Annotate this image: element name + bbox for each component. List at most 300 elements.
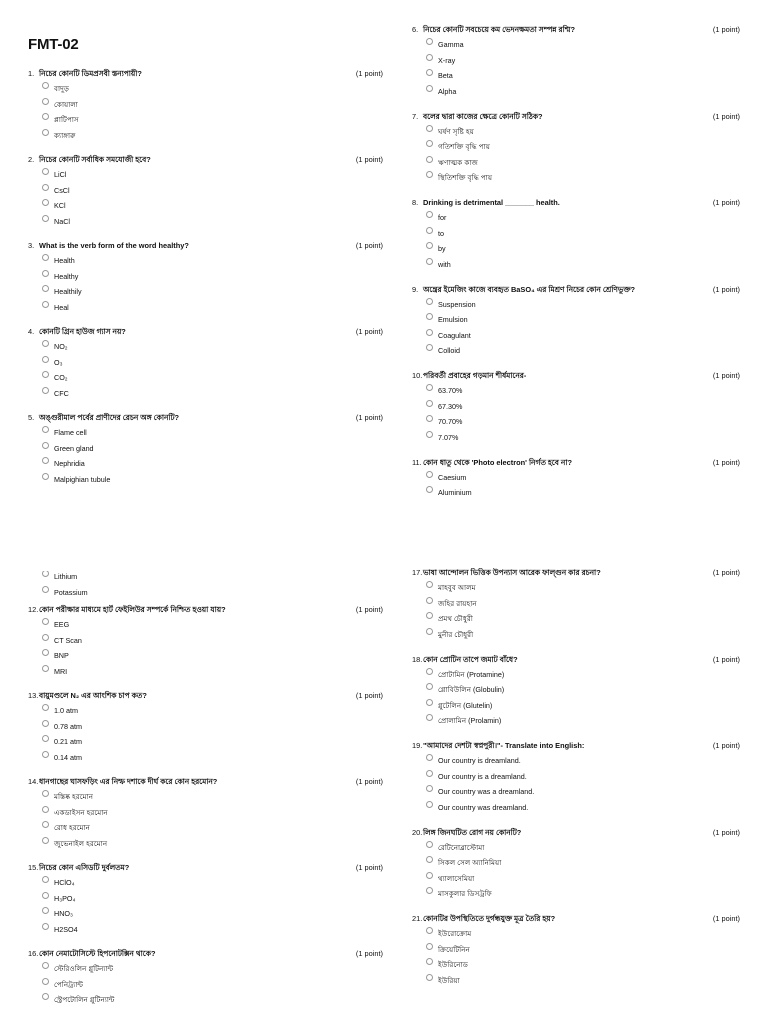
options-list	[412, 669, 740, 731]
answer-option[interactable]	[42, 908, 383, 924]
points-label: (1 point)	[355, 69, 383, 78]
radio-button[interactable]	[426, 38, 433, 45]
option-label: CO₂	[54, 373, 68, 382]
radio-button[interactable]	[42, 215, 49, 222]
answer-option[interactable]	[426, 55, 740, 71]
answer-option[interactable]	[42, 169, 383, 185]
option-label: 0.78 atm	[54, 721, 82, 731]
option-label: গ্লোবিউলিন (Globulin)	[438, 685, 505, 694]
answer-option[interactable]	[426, 873, 740, 889]
question-number: 17.	[412, 568, 423, 577]
option-label: থ্যালাসেমিয়া	[438, 873, 475, 883]
radio-button[interactable]	[42, 168, 49, 175]
radio-button[interactable]	[42, 876, 49, 883]
question	[412, 458, 740, 503]
options-list	[28, 705, 383, 767]
points-label: (1 point)	[712, 568, 740, 577]
options-list	[28, 341, 383, 403]
option-label: মাহবুব আলম	[438, 583, 476, 592]
question-number: 6.	[412, 25, 419, 34]
option-label: 70.70%	[438, 417, 463, 426]
option-label: 63.70%	[438, 386, 463, 395]
answer-option[interactable]	[426, 141, 740, 157]
radio-button[interactable]	[426, 227, 433, 234]
radio-button[interactable]	[42, 993, 49, 1000]
continued-options	[28, 571, 383, 602]
radio-button[interactable]	[42, 634, 49, 641]
radio-button[interactable]	[426, 612, 433, 619]
radio-button[interactable]	[426, 242, 433, 249]
answer-option[interactable]	[42, 994, 383, 1010]
answer-option[interactable]	[426, 259, 740, 275]
radio-button[interactable]	[426, 841, 433, 848]
radio-button[interactable]	[426, 581, 433, 588]
question	[28, 413, 383, 489]
radio-button[interactable]	[426, 313, 433, 320]
radio-button[interactable]	[426, 54, 433, 61]
option-label: H2SO4	[54, 924, 78, 934]
answer-option[interactable]	[426, 582, 740, 598]
question-text: কোন ধাতু থেকে 'Photo electron' নির্গত হবে না?	[423, 457, 573, 467]
answer-option[interactable]	[426, 771, 740, 787]
answer-option[interactable]	[426, 613, 740, 629]
radio-button[interactable]	[42, 735, 49, 742]
radio-button[interactable]	[426, 668, 433, 675]
option-label: প্রোটামিন (Protamine)	[438, 669, 505, 679]
radio-button[interactable]	[426, 770, 433, 777]
answer-option[interactable]	[426, 472, 740, 488]
question	[28, 605, 383, 681]
answer-option[interactable]	[42, 200, 383, 216]
radio-button[interactable]	[42, 356, 49, 363]
radio-button[interactable]	[426, 974, 433, 981]
option-label: for	[438, 213, 447, 222]
answer-option[interactable]	[42, 791, 383, 807]
answer-option[interactable]	[42, 458, 383, 474]
question-text: কোন নেমাটোসিস্টে হিপনোটক্সিন থাকে?	[39, 949, 156, 958]
page2-left-column	[28, 571, 383, 1024]
answer-option[interactable]	[426, 172, 740, 188]
option-label: KCl	[54, 201, 66, 210]
option-label: গতিশক্তি বৃদ্ধি পায়	[438, 142, 490, 151]
answer-option[interactable]	[426, 401, 740, 417]
answer-option[interactable]	[426, 715, 740, 731]
option-label: 1.0 atm	[54, 706, 78, 715]
question	[28, 691, 383, 767]
answer-option[interactable]	[42, 650, 383, 666]
answer-option[interactable]	[426, 959, 740, 975]
question	[412, 25, 740, 101]
question-number: 10.	[412, 371, 423, 380]
points-label: (1 point)	[712, 741, 740, 750]
points-label: (1 point)	[355, 605, 383, 614]
question-text: অঙ্গুরীমাল পর্বের প্রাণীদের রেচন অঙ্গ কোনটি?	[39, 413, 180, 422]
answer-option[interactable]	[426, 39, 740, 55]
radio-button[interactable]	[426, 754, 433, 761]
option-label: Our country is dreamland.	[438, 756, 521, 765]
question-number: 14.	[28, 777, 39, 786]
answer-option[interactable]	[42, 474, 383, 490]
points-label: (1 point)	[712, 284, 740, 294]
option-label: স্থিতিশক্তি বৃদ্ধি পায়	[438, 173, 493, 182]
answer-option[interactable]	[42, 807, 383, 823]
answer-option[interactable]	[426, 228, 740, 244]
answer-option[interactable]	[42, 130, 383, 146]
radio-button[interactable]	[426, 958, 433, 965]
radio-button[interactable]	[426, 85, 433, 92]
radio-button[interactable]	[42, 199, 49, 206]
options-list	[412, 299, 740, 361]
answer-option[interactable]	[42, 185, 383, 201]
radio-button[interactable]	[426, 69, 433, 76]
option-label: প্রোলামিন (Prolamin)	[438, 716, 502, 725]
option-label: মস্তিষ্ক হরমোন	[54, 792, 93, 801]
question-text: কোন পরীক্ষার মাধ্যমে হার্ট ফেইলিউর সম্পর্কে নিশ্চিত হওয়া যায়?	[39, 605, 226, 614]
radio-button[interactable]	[426, 872, 433, 879]
answer-option[interactable]	[426, 684, 740, 700]
question-text: Drinking is detrimental _______ health.	[423, 198, 560, 207]
answer-option[interactable]	[426, 598, 740, 614]
radio-button[interactable]	[426, 329, 433, 336]
answer-option[interactable]	[426, 314, 740, 330]
answer-option[interactable]	[42, 388, 383, 404]
question-header	[28, 241, 383, 251]
option-label: রোধ হরমোন	[54, 823, 90, 832]
answer-option[interactable]	[426, 126, 740, 142]
points-label: (1 point)	[355, 863, 383, 872]
radio-button[interactable]	[42, 98, 49, 105]
answer-option[interactable]	[42, 838, 383, 854]
answer-option[interactable]	[42, 372, 383, 388]
question-header	[28, 413, 383, 423]
radio-button[interactable]	[42, 473, 49, 480]
question-header	[412, 112, 740, 122]
option-label: প্লাটিপাস	[54, 115, 79, 124]
form-title: FMT-02	[28, 36, 79, 53]
radio-button[interactable]	[42, 184, 49, 191]
points-label: (1 point)	[355, 691, 383, 700]
question-number: 19.	[412, 741, 423, 750]
radio-button[interactable]	[42, 649, 49, 656]
option-label: পেনিট্র্যান্ট	[54, 979, 84, 989]
option-label: বাদুড়	[54, 84, 69, 93]
question-header	[412, 371, 740, 381]
radio-button[interactable]	[426, 927, 433, 934]
page1-left-column	[28, 36, 383, 499]
points-label: (1 point)	[712, 111, 740, 121]
answer-option[interactable]	[42, 83, 383, 99]
question-number: 5.	[28, 413, 35, 422]
question-text: বায়ুমণ্ডলে N₂ এর আংশিক চাপ কত?	[39, 691, 147, 700]
radio-button[interactable]	[42, 113, 49, 120]
radio-button[interactable]	[426, 699, 433, 706]
radio-button[interactable]	[42, 426, 49, 433]
answer-option[interactable]	[426, 857, 740, 873]
radio-button[interactable]	[42, 821, 49, 828]
options-list	[28, 877, 383, 939]
question-header	[412, 828, 740, 838]
answer-option[interactable]	[426, 629, 740, 645]
question-number: 9.	[412, 284, 419, 294]
question	[28, 241, 383, 317]
radio-button[interactable]	[426, 856, 433, 863]
radio-button[interactable]	[42, 586, 49, 593]
radio-button[interactable]	[426, 943, 433, 950]
radio-button[interactable]	[426, 415, 433, 422]
radio-button[interactable]	[42, 340, 49, 347]
radio-button[interactable]	[42, 837, 49, 844]
question-text: নিচের কোনটি ডিমপ্রসবী স্তন্যপায়ী?	[39, 69, 142, 78]
page1-right-column	[412, 25, 740, 513]
answer-option[interactable]	[426, 86, 740, 102]
radio-button[interactable]	[426, 628, 433, 635]
option-label: স্টেরিওলিন গ্লুটিন্যান্ট	[54, 964, 114, 973]
option-label: Malpighian tubule	[54, 474, 111, 484]
option-label: ইউরিনোড	[438, 960, 468, 969]
answer-option[interactable]	[426, 345, 740, 361]
radio-button[interactable]	[42, 907, 49, 914]
points-label: (1 point)	[355, 241, 383, 250]
radio-button[interactable]	[426, 801, 433, 808]
option-label: Gamma	[438, 40, 464, 49]
answer-option[interactable]	[42, 286, 383, 302]
radio-button[interactable]	[42, 129, 49, 136]
answer-option[interactable]	[42, 666, 383, 682]
options-list	[28, 791, 383, 853]
question-text: বলের দ্বারা কাজের ক্ষেত্রে কোনটি সঠিক?	[423, 111, 543, 121]
radio-button[interactable]	[426, 258, 433, 265]
question	[412, 568, 740, 644]
answer-option[interactable]	[42, 721, 383, 737]
answer-option[interactable]	[426, 330, 740, 346]
answer-option[interactable]	[42, 705, 383, 721]
points-label: (1 point)	[355, 413, 383, 422]
radio-button[interactable]	[42, 704, 49, 711]
option-label: Healthily	[54, 287, 82, 296]
answer-option[interactable]	[42, 99, 383, 115]
radio-button[interactable]	[426, 431, 433, 438]
option-label: একডাইসন হরমোন	[54, 807, 108, 817]
answer-option[interactable]	[42, 752, 383, 768]
points-label: (1 point)	[355, 327, 383, 336]
question	[28, 69, 383, 145]
radio-button[interactable]	[426, 125, 433, 132]
question	[412, 371, 740, 447]
question	[412, 285, 740, 361]
points-label: (1 point)	[712, 654, 740, 664]
radio-button[interactable]	[42, 301, 49, 308]
option-label: Healthy	[54, 271, 79, 281]
option-label: EEG	[54, 620, 70, 629]
points-label: (1 point)	[712, 457, 740, 467]
answer-option[interactable]	[42, 822, 383, 838]
radio-button[interactable]	[426, 400, 433, 407]
points-label: (1 point)	[712, 371, 740, 380]
option-label: Heal	[54, 302, 69, 312]
answer-option[interactable]	[426, 786, 740, 802]
radio-button[interactable]	[42, 923, 49, 930]
radio-button[interactable]	[42, 665, 49, 672]
question-text: পরিবর্তী প্রবাহের গড়মান শীর্ষমানের-	[423, 371, 527, 380]
answer-option[interactable]	[42, 893, 383, 909]
answer-option[interactable]	[42, 341, 383, 357]
radio-button[interactable]	[426, 298, 433, 305]
options-list	[412, 582, 740, 644]
options-list	[28, 83, 383, 145]
radio-button[interactable]	[426, 887, 433, 894]
answer-option[interactable]	[426, 487, 740, 503]
radio-button[interactable]	[426, 156, 433, 163]
answer-option[interactable]	[42, 443, 383, 459]
question-number: 13.	[28, 691, 39, 700]
answer-option[interactable]	[426, 944, 740, 960]
answer-option[interactable]	[42, 427, 383, 443]
radio-button[interactable]	[426, 344, 433, 351]
radio-button[interactable]	[426, 384, 433, 391]
radio-button[interactable]	[42, 751, 49, 758]
answer-option[interactable]	[426, 802, 740, 818]
question-header	[412, 198, 740, 208]
radio-button[interactable]	[42, 442, 49, 449]
radio-button[interactable]	[42, 978, 49, 985]
points-label: (1 point)	[355, 949, 383, 958]
question	[412, 198, 740, 274]
questions	[412, 25, 740, 503]
answer-option[interactable]	[42, 877, 383, 893]
option-label: রেটিনোব্লাস্টোমা	[438, 842, 485, 852]
answer-option[interactable]	[426, 842, 740, 858]
answer-option[interactable]	[426, 385, 740, 401]
radio-button[interactable]	[426, 714, 433, 721]
answer-option[interactable]	[42, 357, 383, 373]
option-label: ক্যাঙ্গারু	[54, 130, 76, 140]
option-label: 7.07%	[438, 432, 459, 442]
question-number: 4.	[28, 327, 35, 336]
question-text: ভাষা আন্দোলন ভিত্তিক উপন্যাস আরেক ফাল্গুন কার রচনা?	[423, 568, 601, 577]
question-number: 12.	[28, 605, 39, 614]
options-list	[28, 619, 383, 681]
question-header	[412, 914, 740, 924]
question-number: 20.	[412, 827, 423, 837]
answer-option[interactable]	[426, 975, 740, 991]
question	[412, 112, 740, 188]
option-label: H₃PO₄	[54, 893, 76, 903]
answer-option[interactable]	[42, 736, 383, 752]
answer-option[interactable]	[42, 587, 383, 603]
option-label: Emulsion	[438, 315, 468, 324]
option-label: জহির রায়হান	[438, 598, 477, 608]
answer-option[interactable]	[426, 157, 740, 173]
answer-option[interactable]	[42, 619, 383, 635]
question-number: 11.	[412, 457, 422, 467]
radio-button[interactable]	[42, 254, 49, 261]
question-text: নিচের কোন এসিডটি দুর্বলতম?	[39, 863, 130, 872]
radio-button[interactable]	[426, 471, 433, 478]
question-number: 16.	[28, 949, 39, 958]
answer-option[interactable]	[426, 755, 740, 771]
radio-button[interactable]	[42, 790, 49, 797]
answer-option[interactable]	[426, 432, 740, 448]
radio-button[interactable]	[426, 140, 433, 147]
answer-option[interactable]	[42, 271, 383, 287]
option-label: প্রমথ চৌধুরী	[438, 614, 473, 623]
question-header	[28, 949, 383, 959]
radio-button[interactable]	[426, 211, 433, 218]
radio-button[interactable]	[426, 486, 433, 493]
question-number: 18.	[412, 654, 423, 664]
question-header	[412, 458, 740, 468]
options-list	[412, 472, 740, 503]
answer-option[interactable]	[42, 255, 383, 271]
radio-button[interactable]	[42, 82, 49, 89]
answer-option[interactable]	[42, 302, 383, 318]
option-label: কোয়ালা	[54, 99, 78, 109]
options-list	[412, 928, 740, 990]
answer-option[interactable]	[426, 243, 740, 259]
option-label: ক্রিয়েটিনিন	[438, 944, 470, 954]
radio-button[interactable]	[426, 597, 433, 604]
options-list	[28, 255, 383, 317]
radio-button[interactable]	[42, 387, 49, 394]
answer-option[interactable]	[426, 416, 740, 432]
radio-button[interactable]	[426, 683, 433, 690]
answer-option[interactable]	[426, 928, 740, 944]
option-label: ইউরোক্রোম	[438, 929, 472, 938]
radio-button[interactable]	[42, 806, 49, 813]
option-label: NaCl	[54, 216, 70, 226]
answer-option[interactable]	[426, 70, 740, 86]
answer-option[interactable]	[426, 700, 740, 716]
question-header	[412, 285, 740, 295]
answer-option[interactable]	[426, 299, 740, 315]
answer-option[interactable]	[42, 635, 383, 651]
option-label: জুভেনাইল হরমোন	[54, 838, 108, 848]
option-label: Our country is a dreamland.	[438, 771, 527, 781]
questions	[412, 568, 740, 990]
options-list	[412, 842, 740, 904]
radio-button[interactable]	[42, 892, 49, 899]
radio-button[interactable]	[426, 785, 433, 792]
answer-option[interactable]	[426, 888, 740, 904]
radio-button[interactable]	[42, 270, 49, 277]
radio-button[interactable]	[42, 720, 49, 727]
question-text: নিচের কোনটি সবচেয়ে কম ভেদনক্ষমতা সম্পন্ন রশ্মি?	[423, 25, 575, 34]
question-number: 15.	[28, 863, 39, 872]
option-label: HNO₃	[54, 909, 73, 918]
radio-button[interactable]	[42, 457, 49, 464]
answer-option[interactable]	[42, 571, 383, 587]
radio-button[interactable]	[42, 371, 49, 378]
answer-option[interactable]	[426, 212, 740, 228]
radio-button[interactable]	[42, 962, 49, 969]
answer-option[interactable]	[42, 979, 383, 995]
radio-button[interactable]	[42, 618, 49, 625]
question-text: কোন প্রোটিন তাপে জমাট বাঁধে?	[423, 654, 518, 664]
option-label: 67.30%	[438, 401, 463, 411]
question-header	[28, 777, 383, 787]
radio-button[interactable]	[42, 571, 49, 577]
radio-button[interactable]	[426, 171, 433, 178]
answer-option[interactable]	[42, 963, 383, 979]
question-number: 8.	[412, 198, 419, 207]
answer-option[interactable]	[42, 924, 383, 940]
answer-option[interactable]	[42, 114, 383, 130]
answer-option[interactable]	[42, 216, 383, 232]
options-list	[412, 212, 740, 274]
radio-button[interactable]	[42, 285, 49, 292]
answer-option[interactable]	[426, 669, 740, 685]
question-text: কোনটি গ্রিন হাউজ গ্যাস নয়?	[39, 327, 126, 336]
